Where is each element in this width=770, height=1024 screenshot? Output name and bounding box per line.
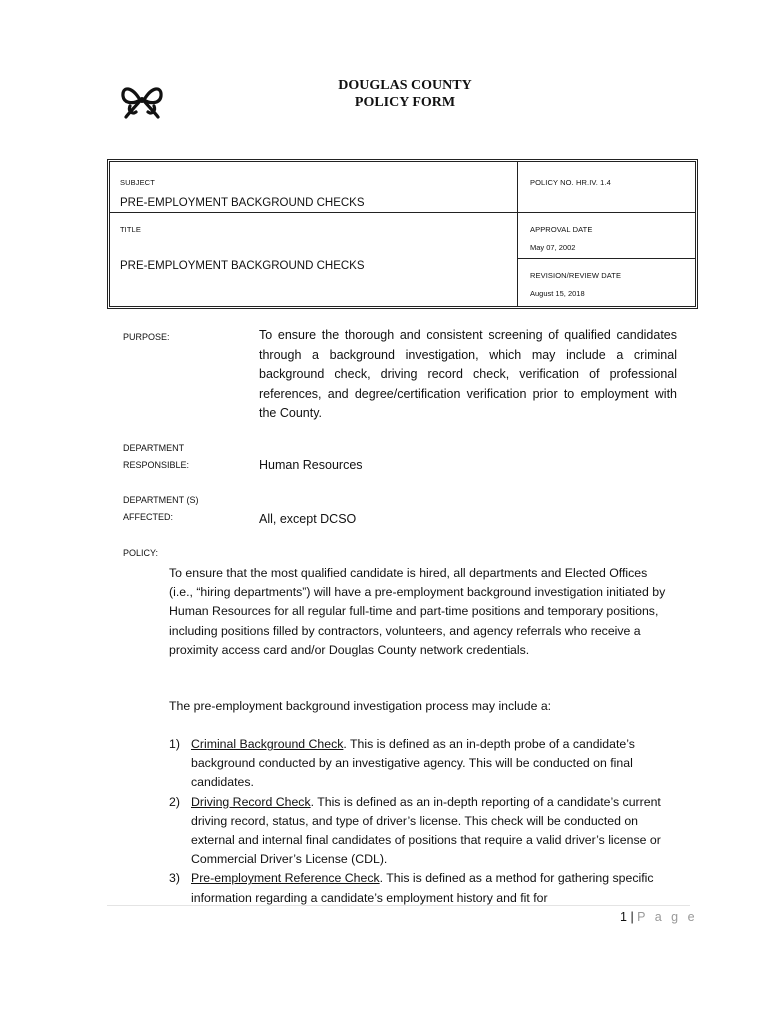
department-responsible-label bbox=[123, 440, 189, 474]
department-responsible-value: Human Resources bbox=[259, 458, 363, 472]
revision-date-value: August 15, 2018 bbox=[530, 289, 585, 298]
subject-label: SUBJECT bbox=[120, 178, 155, 187]
background-check-list bbox=[169, 735, 669, 908]
list-item-term: Pre-employment Reference Check bbox=[191, 871, 380, 886]
douglas-county-logo bbox=[118, 82, 166, 120]
list-item-text: . This is defined as an in-depth probe of a candidate’s background conducted by an investigative agency. This will be conducted on final candidates. bbox=[191, 737, 635, 790]
policy-number: POLICY NO. HR.IV. 1.4 bbox=[530, 178, 611, 187]
list-item bbox=[169, 735, 669, 793]
list-item-text: . This is defined as a method for gathering specific information regarding a candidate’s employment history and fit for bbox=[191, 871, 654, 905]
footer-divider bbox=[107, 905, 690, 906]
departments-affected-value: All, except DCSO bbox=[259, 512, 357, 526]
policy-info-table bbox=[107, 159, 698, 309]
form-name: POLICY FORM bbox=[354, 95, 456, 110]
document-header bbox=[290, 77, 520, 111]
county-name: DOUGLAS COUNTY bbox=[338, 78, 472, 93]
purpose-label: PURPOSE: bbox=[123, 332, 170, 342]
table-divider-right-1 bbox=[517, 212, 695, 213]
approval-date-value: May 07, 2002 bbox=[530, 243, 576, 252]
table-divider-right-2 bbox=[517, 258, 695, 259]
department-responsible-label-line1: DEPARTMENT bbox=[123, 443, 185, 453]
page-separator: | bbox=[630, 910, 634, 924]
page-number: 1 bbox=[620, 910, 627, 924]
list-item-term: Criminal Background Check bbox=[191, 737, 344, 751]
list-item-text: . This is defined as an in-depth reporting of a candidate’s current driving record, status, and type of driver’s license. This check will be conducted on external and internal final candidates of positions that require a valid driver’s license or Commercial Driver’s License (CDL). bbox=[191, 794, 661, 867]
policy-intro: The pre-employment background investigation process may include a: bbox=[169, 699, 552, 713]
page-footer bbox=[620, 910, 698, 924]
revision-date-label: REVISION/REVIEW DATE bbox=[530, 271, 622, 280]
table-divider-vertical bbox=[517, 162, 518, 306]
departments-affected-label-line2: AFFECTED: bbox=[123, 512, 174, 522]
list-item bbox=[169, 793, 669, 870]
approval-date-label: APPROVAL DATE bbox=[530, 225, 593, 234]
table-divider-left bbox=[110, 212, 517, 213]
title-value: PRE-EMPLOYMENT BACKGROUND CHECKS bbox=[120, 260, 365, 272]
list-item-number: 2) bbox=[169, 794, 180, 809]
purpose-text: To ensure the thorough and consistent screening of qualified candidates through a background investigation, which may include a criminal background check, driving record check, verification of professional references, and degree/certification verification prior to employment with the County. bbox=[259, 328, 677, 420]
subject-value: PRE-EMPLOYMENT BACKGROUND CHECKS bbox=[120, 197, 365, 209]
list-item bbox=[169, 869, 669, 907]
policy-paragraph: To ensure that the most qualified candidate is hired, all departments and Elected Offices (i.e., “hiring departments”) will have a pre-employment background investigation initiated by Human Resources for all regular full-time and part-time positions and temporary positions, including positions filled by contractors, volunteers, and agency referrals who receive a proximity access card and/or Douglas County network credentials. bbox=[169, 566, 666, 657]
departments-affected-label bbox=[123, 492, 199, 526]
list-item-number: 3) bbox=[169, 871, 180, 886]
policy-label: POLICY: bbox=[123, 548, 159, 558]
departments-affected-label-line1: DEPARTMENT (S) bbox=[123, 495, 199, 505]
department-responsible-label-line2: RESPONSIBLE: bbox=[123, 460, 190, 470]
list-item-term: Driving Record Check bbox=[191, 794, 311, 809]
list-item-number: 1) bbox=[169, 737, 180, 751]
page-label: P a g e bbox=[637, 910, 698, 924]
title-label: TITLE bbox=[120, 225, 141, 234]
